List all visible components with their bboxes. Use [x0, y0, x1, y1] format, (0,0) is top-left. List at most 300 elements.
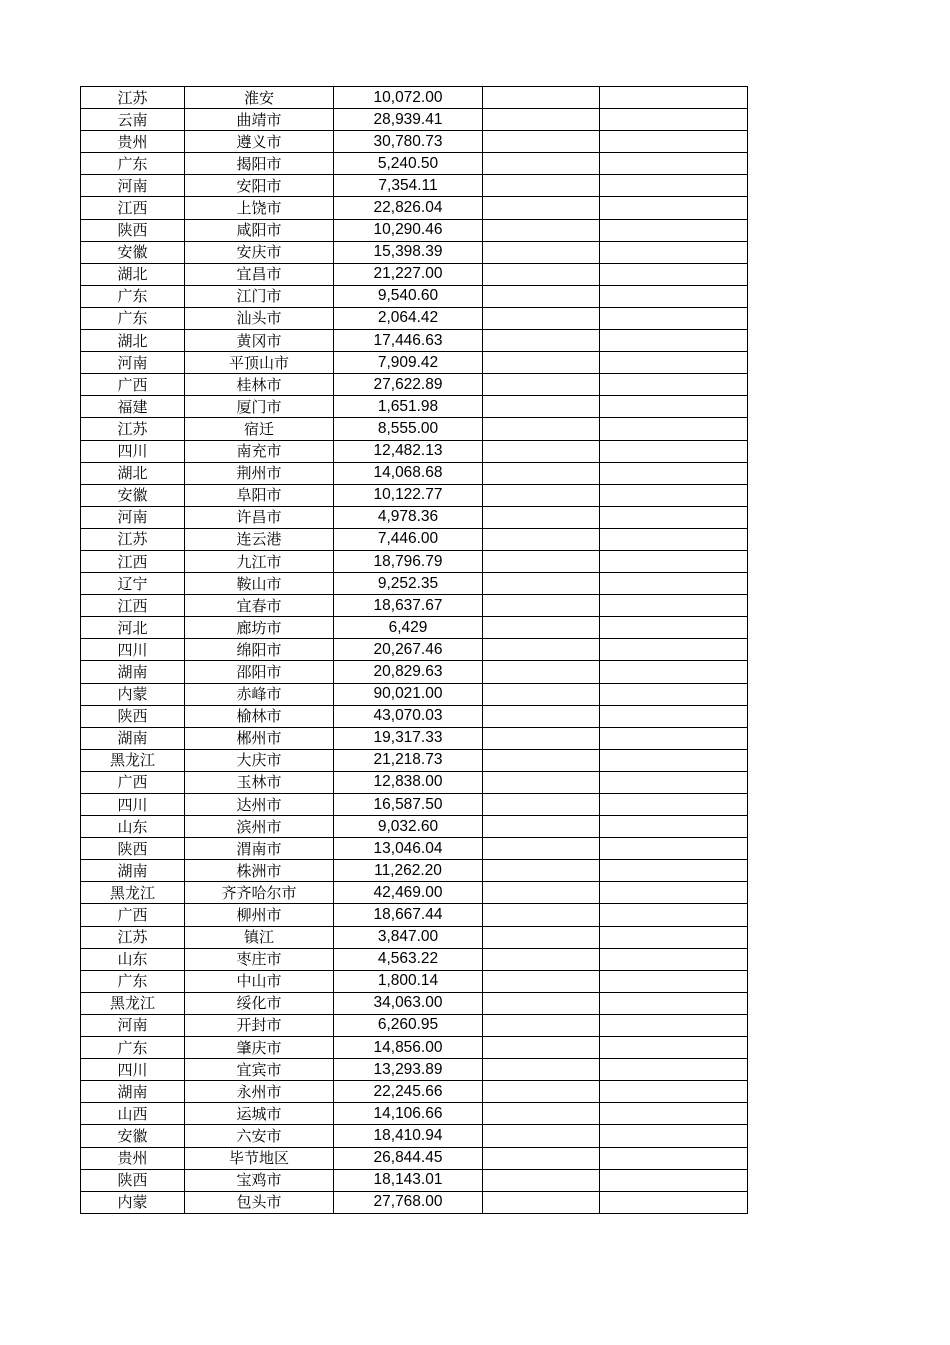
table-row: [81, 705, 748, 727]
empty-cell: [483, 1014, 600, 1036]
province-cell: 江西: [81, 197, 185, 219]
table-row: [81, 418, 748, 440]
empty-cell: [483, 418, 600, 440]
table-row: [81, 87, 748, 109]
table-row: [81, 528, 748, 550]
city-cell: 安阳市: [185, 175, 334, 197]
province-cell: 湖南: [81, 661, 185, 683]
empty-cell: [483, 1169, 600, 1191]
province-cell: 陕西: [81, 1169, 185, 1191]
value-cell: 30,780.73: [334, 131, 483, 153]
value-cell: 15,398.39: [334, 241, 483, 263]
province-cell: 内蒙: [81, 683, 185, 705]
empty-cell: [600, 1037, 748, 1059]
empty-cell: [600, 307, 748, 329]
city-cell: 开封市: [185, 1014, 334, 1036]
empty-cell: [483, 506, 600, 528]
empty-cell: [600, 904, 748, 926]
table-row: [81, 683, 748, 705]
province-cell: 湖南: [81, 860, 185, 882]
empty-cell: [600, 506, 748, 528]
value-cell: 27,768.00: [334, 1191, 483, 1213]
province-cell: 江苏: [81, 87, 185, 109]
empty-cell: [600, 882, 748, 904]
city-cell: 绵阳市: [185, 639, 334, 661]
empty-cell: [483, 131, 600, 153]
province-cell: 黑龙江: [81, 992, 185, 1014]
city-cell: 株洲市: [185, 860, 334, 882]
province-cell: 黑龙江: [81, 749, 185, 771]
province-cell: 河南: [81, 352, 185, 374]
value-cell: 19,317.33: [334, 727, 483, 749]
empty-cell: [600, 573, 748, 595]
province-cell: 湖北: [81, 462, 185, 484]
value-cell: 28,939.41: [334, 109, 483, 131]
empty-cell: [600, 639, 748, 661]
empty-cell: [483, 153, 600, 175]
empty-cell: [600, 1169, 748, 1191]
empty-cell: [483, 794, 600, 816]
value-cell: 7,909.42: [334, 352, 483, 374]
province-cell: 江苏: [81, 528, 185, 550]
table-row: [81, 109, 748, 131]
table-row: [81, 882, 748, 904]
province-cell: 湖北: [81, 263, 185, 285]
province-cell: 河北: [81, 617, 185, 639]
city-cell: 包头市: [185, 1191, 334, 1213]
city-cell: 永州市: [185, 1081, 334, 1103]
table-row: [81, 153, 748, 175]
city-cell: 大庆市: [185, 749, 334, 771]
empty-cell: [483, 1081, 600, 1103]
province-cell: 陕西: [81, 705, 185, 727]
province-cell: 湖南: [81, 727, 185, 749]
value-cell: 18,796.79: [334, 550, 483, 572]
empty-cell: [600, 374, 748, 396]
table-row: [81, 749, 748, 771]
table-row: [81, 992, 748, 1014]
value-cell: 26,844.45: [334, 1147, 483, 1169]
city-cell: 中山市: [185, 970, 334, 992]
table-row: [81, 1081, 748, 1103]
empty-cell: [600, 838, 748, 860]
value-cell: 9,540.60: [334, 285, 483, 307]
table-row: [81, 1037, 748, 1059]
province-cell: 广东: [81, 153, 185, 175]
value-cell: 6,429: [334, 617, 483, 639]
city-cell: 柳州市: [185, 904, 334, 926]
city-cell: 肇庆市: [185, 1037, 334, 1059]
province-cell: 云南: [81, 109, 185, 131]
empty-cell: [483, 1059, 600, 1081]
city-cell: 南充市: [185, 440, 334, 462]
table-row: [81, 1191, 748, 1213]
table-row: [81, 241, 748, 263]
province-cell: 广西: [81, 374, 185, 396]
value-cell: 9,252.35: [334, 573, 483, 595]
empty-cell: [483, 639, 600, 661]
value-cell: 12,838.00: [334, 771, 483, 793]
city-cell: 连云港: [185, 528, 334, 550]
empty-cell: [483, 816, 600, 838]
data-table: [80, 86, 748, 1214]
value-cell: 10,290.46: [334, 219, 483, 241]
table-row: [81, 131, 748, 153]
table-row: [81, 727, 748, 749]
empty-cell: [600, 153, 748, 175]
value-cell: 6,260.95: [334, 1014, 483, 1036]
value-cell: 14,856.00: [334, 1037, 483, 1059]
empty-cell: [600, 1014, 748, 1036]
city-cell: 咸阳市: [185, 219, 334, 241]
empty-cell: [483, 109, 600, 131]
empty-cell: [600, 396, 748, 418]
province-cell: 四川: [81, 440, 185, 462]
province-cell: 广东: [81, 285, 185, 307]
empty-cell: [600, 330, 748, 352]
empty-cell: [600, 771, 748, 793]
city-cell: 阜阳市: [185, 484, 334, 506]
empty-cell: [600, 528, 748, 550]
table-row: [81, 595, 748, 617]
table-row: [81, 1169, 748, 1191]
city-cell: 玉林市: [185, 771, 334, 793]
city-cell: 枣庄市: [185, 948, 334, 970]
empty-cell: [483, 926, 600, 948]
table-row: [81, 1125, 748, 1147]
empty-cell: [483, 904, 600, 926]
province-cell: 四川: [81, 639, 185, 661]
city-cell: 揭阳市: [185, 153, 334, 175]
value-cell: 8,555.00: [334, 418, 483, 440]
empty-cell: [483, 683, 600, 705]
empty-cell: [483, 241, 600, 263]
empty-cell: [600, 749, 748, 771]
value-cell: 18,410.94: [334, 1125, 483, 1147]
empty-cell: [600, 175, 748, 197]
empty-cell: [600, 705, 748, 727]
table-row: [81, 396, 748, 418]
value-cell: 43,070.03: [334, 705, 483, 727]
province-cell: 陕西: [81, 838, 185, 860]
city-cell: 邵阳市: [185, 661, 334, 683]
city-cell: 郴州市: [185, 727, 334, 749]
city-cell: 江门市: [185, 285, 334, 307]
table-row: [81, 440, 748, 462]
empty-cell: [600, 1081, 748, 1103]
province-cell: 安徽: [81, 1125, 185, 1147]
city-cell: 曲靖市: [185, 109, 334, 131]
value-cell: 42,469.00: [334, 882, 483, 904]
empty-cell: [600, 87, 748, 109]
table-body: [81, 87, 748, 1214]
value-cell: 9,032.60: [334, 816, 483, 838]
empty-cell: [600, 219, 748, 241]
province-cell: 内蒙: [81, 1191, 185, 1213]
empty-cell: [483, 1191, 600, 1213]
empty-cell: [483, 860, 600, 882]
empty-cell: [483, 263, 600, 285]
province-cell: 江西: [81, 550, 185, 572]
province-cell: 广西: [81, 904, 185, 926]
empty-cell: [483, 661, 600, 683]
empty-cell: [483, 882, 600, 904]
city-cell: 宿迁: [185, 418, 334, 440]
table-row: [81, 374, 748, 396]
table-row: [81, 219, 748, 241]
empty-cell: [600, 970, 748, 992]
empty-cell: [483, 727, 600, 749]
empty-cell: [483, 87, 600, 109]
city-cell: 黄冈市: [185, 330, 334, 352]
table-row: [81, 1103, 748, 1125]
city-cell: 赤峰市: [185, 683, 334, 705]
table-row: [81, 1059, 748, 1081]
value-cell: 20,829.63: [334, 661, 483, 683]
city-cell: 滨州市: [185, 816, 334, 838]
empty-cell: [483, 1037, 600, 1059]
province-cell: 四川: [81, 1059, 185, 1081]
empty-cell: [600, 1191, 748, 1213]
value-cell: 14,068.68: [334, 462, 483, 484]
value-cell: 7,446.00: [334, 528, 483, 550]
table-row: [81, 307, 748, 329]
value-cell: 17,446.63: [334, 330, 483, 352]
province-cell: 广东: [81, 307, 185, 329]
value-cell: 21,218.73: [334, 749, 483, 771]
empty-cell: [600, 683, 748, 705]
empty-cell: [600, 727, 748, 749]
empty-cell: [600, 109, 748, 131]
empty-cell: [600, 1103, 748, 1125]
province-cell: 辽宁: [81, 573, 185, 595]
empty-cell: [600, 352, 748, 374]
empty-cell: [600, 131, 748, 153]
province-cell: 河南: [81, 1014, 185, 1036]
table-row: [81, 462, 748, 484]
city-cell: 许昌市: [185, 506, 334, 528]
value-cell: 22,826.04: [334, 197, 483, 219]
value-cell: 22,245.66: [334, 1081, 483, 1103]
table-row: [81, 175, 748, 197]
table-row: [81, 285, 748, 307]
empty-cell: [483, 1147, 600, 1169]
province-cell: 贵州: [81, 1147, 185, 1169]
city-cell: 六安市: [185, 1125, 334, 1147]
empty-cell: [600, 860, 748, 882]
province-cell: 贵州: [81, 131, 185, 153]
province-cell: 广东: [81, 970, 185, 992]
province-cell: 山东: [81, 948, 185, 970]
empty-cell: [600, 418, 748, 440]
value-cell: 18,637.67: [334, 595, 483, 617]
province-cell: 福建: [81, 396, 185, 418]
value-cell: 4,978.36: [334, 506, 483, 528]
table-row: [81, 661, 748, 683]
table-row: [81, 550, 748, 572]
empty-cell: [483, 352, 600, 374]
city-cell: 榆林市: [185, 705, 334, 727]
empty-cell: [600, 197, 748, 219]
city-cell: 淮安: [185, 87, 334, 109]
table-row: [81, 794, 748, 816]
empty-cell: [483, 285, 600, 307]
table-row: [81, 484, 748, 506]
value-cell: 21,227.00: [334, 263, 483, 285]
empty-cell: [483, 197, 600, 219]
empty-cell: [600, 617, 748, 639]
province-cell: 江苏: [81, 418, 185, 440]
empty-cell: [600, 1059, 748, 1081]
city-cell: 平顶山市: [185, 352, 334, 374]
empty-cell: [600, 241, 748, 263]
table-row: [81, 838, 748, 860]
province-cell: 河南: [81, 175, 185, 197]
city-cell: 达州市: [185, 794, 334, 816]
value-cell: 3,847.00: [334, 926, 483, 948]
empty-cell: [600, 462, 748, 484]
empty-cell: [483, 771, 600, 793]
value-cell: 18,143.01: [334, 1169, 483, 1191]
empty-cell: [483, 838, 600, 860]
value-cell: 13,046.04: [334, 838, 483, 860]
value-cell: 34,063.00: [334, 992, 483, 1014]
value-cell: 10,072.00: [334, 87, 483, 109]
empty-cell: [483, 528, 600, 550]
empty-cell: [483, 595, 600, 617]
empty-cell: [600, 263, 748, 285]
province-cell: 安徽: [81, 484, 185, 506]
value-cell: 7,354.11: [334, 175, 483, 197]
value-cell: 14,106.66: [334, 1103, 483, 1125]
province-cell: 四川: [81, 794, 185, 816]
empty-cell: [483, 330, 600, 352]
province-cell: 山西: [81, 1103, 185, 1125]
city-cell: 汕头市: [185, 307, 334, 329]
empty-cell: [483, 970, 600, 992]
city-cell: 宝鸡市: [185, 1169, 334, 1191]
value-cell: 12,482.13: [334, 440, 483, 462]
table-row: [81, 617, 748, 639]
empty-cell: [600, 440, 748, 462]
table-row: [81, 352, 748, 374]
table-row: [81, 197, 748, 219]
empty-cell: [600, 992, 748, 1014]
city-cell: 廊坊市: [185, 617, 334, 639]
province-cell: 广东: [81, 1037, 185, 1059]
empty-cell: [483, 992, 600, 1014]
table-row: [81, 860, 748, 882]
table-row: [81, 970, 748, 992]
province-cell: 江西: [81, 595, 185, 617]
empty-cell: [483, 462, 600, 484]
city-cell: 毕节地区: [185, 1147, 334, 1169]
table-row: [81, 1147, 748, 1169]
empty-cell: [483, 175, 600, 197]
empty-cell: [483, 550, 600, 572]
empty-cell: [483, 396, 600, 418]
empty-cell: [483, 374, 600, 396]
province-cell: 陕西: [81, 219, 185, 241]
table-row: [81, 948, 748, 970]
value-cell: 1,651.98: [334, 396, 483, 418]
table-row: [81, 926, 748, 948]
city-cell: 渭南市: [185, 838, 334, 860]
empty-cell: [483, 219, 600, 241]
value-cell: 4,563.22: [334, 948, 483, 970]
empty-cell: [483, 573, 600, 595]
city-cell: 上饶市: [185, 197, 334, 219]
empty-cell: [483, 617, 600, 639]
city-cell: 齐齐哈尔市: [185, 882, 334, 904]
city-cell: 荆州市: [185, 462, 334, 484]
province-cell: 湖南: [81, 1081, 185, 1103]
city-cell: 鞍山市: [185, 573, 334, 595]
city-cell: 桂林市: [185, 374, 334, 396]
table-row: [81, 816, 748, 838]
empty-cell: [483, 484, 600, 506]
city-cell: 遵义市: [185, 131, 334, 153]
value-cell: 16,587.50: [334, 794, 483, 816]
empty-cell: [483, 1125, 600, 1147]
city-cell: 绥化市: [185, 992, 334, 1014]
empty-cell: [600, 794, 748, 816]
empty-cell: [483, 1103, 600, 1125]
value-cell: 13,293.89: [334, 1059, 483, 1081]
empty-cell: [600, 926, 748, 948]
province-cell: 山东: [81, 816, 185, 838]
table-row: [81, 771, 748, 793]
value-cell: 10,122.77: [334, 484, 483, 506]
empty-cell: [483, 749, 600, 771]
value-cell: 18,667.44: [334, 904, 483, 926]
empty-cell: [600, 661, 748, 683]
province-cell: 广西: [81, 771, 185, 793]
province-cell: 河南: [81, 506, 185, 528]
city-cell: 九江市: [185, 550, 334, 572]
value-cell: 11,262.20: [334, 860, 483, 882]
table-row: [81, 573, 748, 595]
empty-cell: [483, 705, 600, 727]
table-row: [81, 506, 748, 528]
city-cell: 安庆市: [185, 241, 334, 263]
value-cell: 2,064.42: [334, 307, 483, 329]
province-cell: 安徽: [81, 241, 185, 263]
value-cell: 27,622.89: [334, 374, 483, 396]
empty-cell: [483, 948, 600, 970]
table-row: [81, 639, 748, 661]
empty-cell: [600, 550, 748, 572]
empty-cell: [600, 1147, 748, 1169]
table-row: [81, 330, 748, 352]
empty-cell: [483, 440, 600, 462]
city-cell: 运城市: [185, 1103, 334, 1125]
empty-cell: [600, 595, 748, 617]
province-cell: 黑龙江: [81, 882, 185, 904]
city-cell: 厦门市: [185, 396, 334, 418]
value-cell: 90,021.00: [334, 683, 483, 705]
value-cell: 5,240.50: [334, 153, 483, 175]
empty-cell: [600, 948, 748, 970]
city-cell: 宜宾市: [185, 1059, 334, 1081]
table-row: [81, 263, 748, 285]
province-cell: 江苏: [81, 926, 185, 948]
table-row: [81, 1014, 748, 1036]
province-cell: 湖北: [81, 330, 185, 352]
empty-cell: [483, 307, 600, 329]
city-cell: 镇江: [185, 926, 334, 948]
city-cell: 宜昌市: [185, 263, 334, 285]
